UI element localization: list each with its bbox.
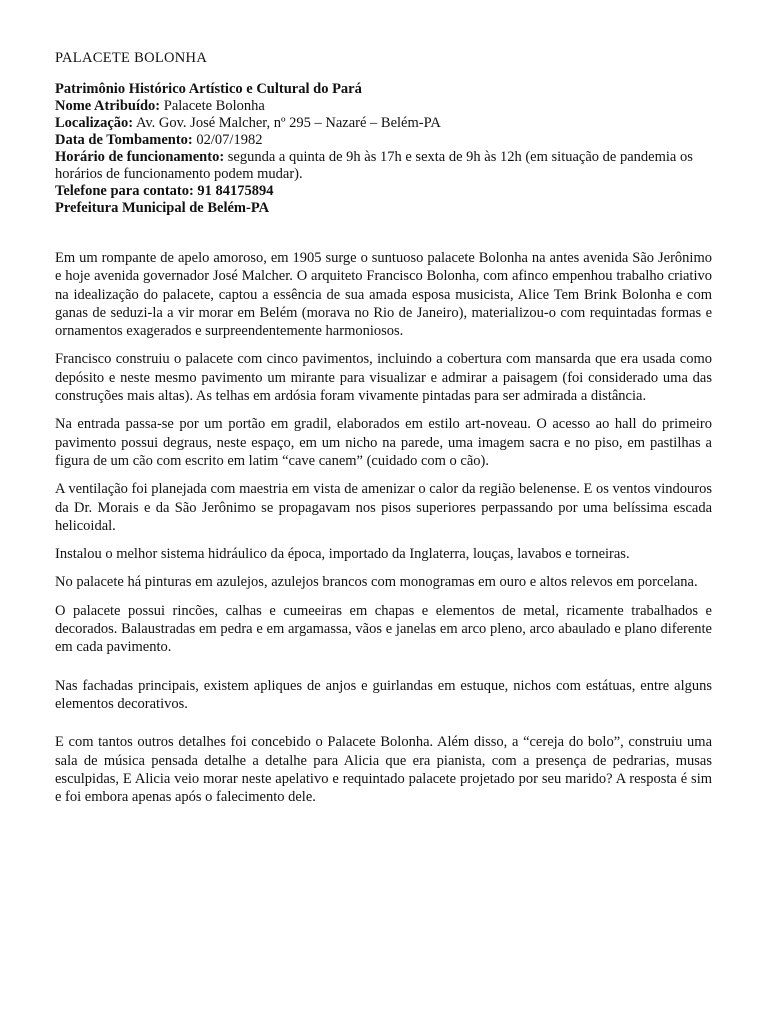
opening-hours-line xyxy=(55,149,712,183)
attributed-name-value: Palacete Bolonha xyxy=(160,98,265,114)
location-label: Localização: xyxy=(55,115,134,131)
opening-hours-label: Horário de funcionamento: xyxy=(55,149,225,165)
paragraph-1: Em um rompante de apelo amoroso, em 1905 surge o suntuoso palacete Bolonha na antes avenida São Jerônimo e hoje avenida governador José Malcher. O arquiteto Francisco Bolonha, com afinco empenhou trabalho criativo na idealização do palacete, captou a essência de sua amada esposa musicista, Alice Tem Brink Bolonha e com ganas de seduzi-la a vir morar em Belém (morava no Rio de Janeiro), materializou-o com requintadas formas e ornamentos exagerados e surpreendentemente harmoniosos. xyxy=(55,250,712,340)
attributed-name-line xyxy=(55,98,712,115)
heritage-heading xyxy=(55,81,712,98)
contact-phone-line xyxy=(55,183,712,200)
heritage-heading-text: Patrimônio Histórico Artístico e Cultural do Pará xyxy=(55,81,362,97)
paragraph-8: Nas fachadas principais, existem apliques de anjos e guirlandas em estuque, nichos com estátuas, entre alguns elementos decorativos. xyxy=(55,677,712,712)
location-line xyxy=(55,115,712,132)
city-hall-text: Prefeitura Municipal de Belém-PA xyxy=(55,200,270,216)
body-text xyxy=(55,249,712,806)
listing-date-value: 02/07/1982 xyxy=(192,132,263,148)
location-value: Av. Gov. José Malcher, nº 295 – Nazaré – Belém-PA xyxy=(133,115,441,131)
paragraph-7: O palacete possui rincões, calhas e cumeeiras em chapas e elementos de metal, ricamente trabalhados e decorados. Balaustradas em pedra e em argamassa, vãos e janelas em arco pleno, arco abaulado e plano diferente em cada pavimento. xyxy=(55,602,712,656)
city-hall-line xyxy=(55,200,712,217)
attributed-name-label: Nome Atribuído: xyxy=(55,98,161,114)
paragraph-6: No palacete há pinturas em azulejos, azulejos brancos com monogramas em ouro e altos relevos em porcelana. xyxy=(55,574,698,591)
paragraph-9: E com tantos outros detalhes foi concebido o Palacete Bolonha. Além disso, a “cereja do bolo”, construiu uma sala de música pensada detalhe a detalhe para Alicia que era pianista, com a presença de pedrarias, musas esculpidas, E Alicia veio morar neste apelativo e requintado palacete projetado por seu marido? A resposta é sim e foi embora apenas após o falecimento dele. xyxy=(55,734,712,806)
listing-date-line xyxy=(55,132,712,149)
opening-hours-value: segunda a quinta de 9h às 17h e sexta de 9h às 12h (em situação de pandemia os horários de funcionamento podem mudar). xyxy=(55,149,693,182)
paragraph-4: A ventilação foi planejada com maestria em vista de amenizar o calor da região belenense. E os ventos vindouros da Dr. Morais e da São Jerônimo se propagavam nos pisos superiores perpassando por uma belíssima escada helicoidal. xyxy=(55,481,712,534)
paragraph-2: Francisco construiu o palacete com cinco pavimentos, incluindo a cobertura com mansarda que era usada como depósito e neste mesmo pavimento um mirante para visualizar e admirar a paisagem (foi considerado uma das construções mais altas). As telhas em ardósia foram vivamente pintadas para ser admirada a distância. xyxy=(55,351,712,405)
contact-phone-text: Telefone para contato: 91 84175894 xyxy=(55,183,274,199)
paragraph-5: Instalou o melhor sistema hidráulico da época, importado da Inglaterra, louças, lavabos e torneiras. xyxy=(55,546,630,563)
document-title: PALACETE BOLONHA xyxy=(55,50,208,66)
listing-date-label: Data de Tombamento: xyxy=(55,132,193,148)
paragraph-3: Na entrada passa-se por um portão em gradil, elaborados em estilo art-noveau. O acesso ao hall do primeiro pavimento possui degraus, neste espaço, em um nicho na parede, uma imagem sacra e no piso, em pastilhas a figura de um cão com escrito em latim “cave canem” (cuidado com o cão). xyxy=(55,416,712,469)
header-info-block xyxy=(55,81,712,217)
